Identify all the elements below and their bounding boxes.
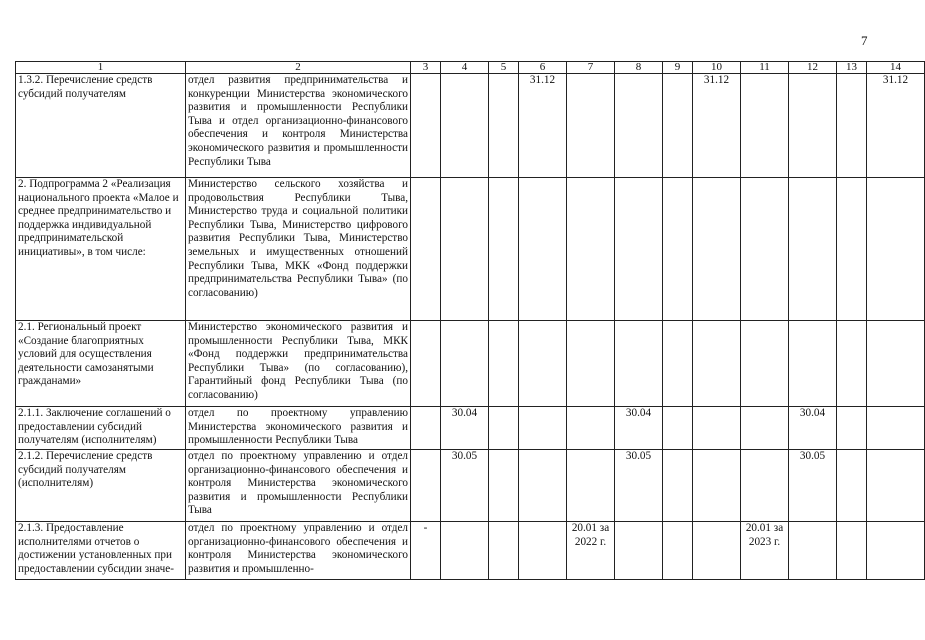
cell-value: 30.04: [789, 407, 837, 450]
column-header: 3: [411, 62, 441, 74]
cell-value: [663, 522, 693, 580]
cell-value: 31.12: [867, 74, 925, 178]
cell-value: [663, 321, 693, 407]
cell-value: 31.12: [693, 74, 741, 178]
column-header: 10: [693, 62, 741, 74]
column-header: 9: [663, 62, 693, 74]
cell-value: [567, 321, 615, 407]
cell-value: 31.12: [519, 74, 567, 178]
cell-value: [441, 178, 489, 321]
cell-value: [519, 178, 567, 321]
cell-value: [741, 178, 789, 321]
cell-value: 20.01 за 2023 г.: [741, 522, 789, 580]
executor: отдел развития предпринимательства и конкуренции Министерства экономического развития и промышленности Республики Тыва и отдел организационно-финансового обеспечения и контроля Министерства экономического развития и промышленности Республики Тыва: [186, 74, 411, 178]
cell-value: [663, 74, 693, 178]
cell-value: [411, 450, 441, 522]
executor: Министерство экономического развития и промышленности Республики Тыва, МКК «Фонд поддержки предпринимательства Республики Тыва» (по согласованию), Гарантийный фонд Республики Тыва (по согласованию): [186, 321, 411, 407]
cell-value: [837, 321, 867, 407]
cell-value: [663, 407, 693, 450]
cell-value: [519, 522, 567, 580]
cell-value: [441, 522, 489, 580]
cell-value: [693, 407, 741, 450]
cell-value: [693, 178, 741, 321]
column-header: 4: [441, 62, 489, 74]
cell-value: 30.04: [441, 407, 489, 450]
activity-name: 2.1.3. Предоставление исполнителями отчетов о достижении установленных при предоставлении субсидии значе-: [16, 522, 186, 580]
header-row: [16, 62, 925, 74]
table-row: [16, 450, 925, 522]
cell-value: [789, 74, 837, 178]
column-header: 12: [789, 62, 837, 74]
column-header: 11: [741, 62, 789, 74]
cell-value: [663, 178, 693, 321]
column-header: 13: [837, 62, 867, 74]
executor: Министерство сельского хозяйства и продовольствия Республики Тыва, Министерство труда и социальной политики Республики Тыва, Министерство цифрового развития Республики Тыва, Министерство земельных и имущественных отношений Республики Тыва, МКК «Фонд поддержки предпринимательства Республики Тыва» (по согласованию): [186, 178, 411, 321]
cell-value: [567, 450, 615, 522]
cell-value: [567, 74, 615, 178]
activity-name: 1.3.2. Перечисление средств субсидий получателям: [16, 74, 186, 178]
cell-value: 30.05: [441, 450, 489, 522]
cell-value: 30.04: [615, 407, 663, 450]
column-header: 8: [615, 62, 663, 74]
cell-value: [411, 74, 441, 178]
cell-value: [693, 321, 741, 407]
cell-value: [741, 321, 789, 407]
table-row: [16, 321, 925, 407]
cell-value: [837, 74, 867, 178]
cell-value: 30.05: [615, 450, 663, 522]
cell-value: [693, 450, 741, 522]
cell-value: [615, 178, 663, 321]
table-row: [16, 178, 925, 321]
table-row: [16, 74, 925, 178]
cell-value: [867, 522, 925, 580]
cell-value: [411, 178, 441, 321]
cell-value: [867, 321, 925, 407]
cell-value: [693, 522, 741, 580]
cell-value: 30.05: [789, 450, 837, 522]
cell-value: [867, 178, 925, 321]
table-row: [16, 407, 925, 450]
cell-value: [741, 74, 789, 178]
activity-name: 2.1. Региональный проект «Создание благоприятных условий для осуществления деятельности самозанятыми гражданами»: [16, 321, 186, 407]
cell-value: [663, 450, 693, 522]
cell-value: [867, 450, 925, 522]
column-header: 5: [489, 62, 519, 74]
cell-value: [411, 321, 441, 407]
cell-value: -: [411, 522, 441, 580]
cell-value: [567, 407, 615, 450]
activity-name: 2.1.1. Заключение соглашений о предоставлении субсидий получателям (исполнителям): [16, 407, 186, 450]
cell-value: [489, 321, 519, 407]
cell-value: [615, 321, 663, 407]
table-row: [16, 522, 925, 580]
activity-name: 2. Подпрограмма 2 «Реализация национального проекта «Малое и среднее предпринимательство и поддержка индивидуальной предпринимательской инициативы», в том числе:: [16, 178, 186, 321]
executor: отдел по проектному управлению и отдел организационно-финансового обеспечения и контроля Министерства экономического развития и промышленности Республики Тыва: [186, 450, 411, 522]
cell-value: [867, 407, 925, 450]
cell-value: [567, 178, 615, 321]
cell-value: [789, 522, 837, 580]
cell-value: [489, 407, 519, 450]
cell-value: 20.01 за 2022 г.: [567, 522, 615, 580]
executor: отдел по проектному управлению и отдел организационно-финансового обеспечения и контроля Министерства экономического развития и промышленно-: [186, 522, 411, 580]
page-number: 7: [861, 33, 868, 48]
cell-value: [837, 407, 867, 450]
cell-value: [411, 407, 441, 450]
cell-value: [615, 522, 663, 580]
cell-value: [837, 522, 867, 580]
cell-value: [741, 407, 789, 450]
column-header: 1: [16, 62, 186, 74]
cell-value: [489, 74, 519, 178]
cell-value: [489, 522, 519, 580]
cell-value: [615, 74, 663, 178]
cell-value: [519, 450, 567, 522]
cell-value: [489, 450, 519, 522]
executor: отдел по проектному управлению Министерства экономического развития и промышленности Республики Тыва: [186, 407, 411, 450]
cell-value: [441, 74, 489, 178]
cell-value: [441, 321, 489, 407]
cell-value: [837, 178, 867, 321]
action-plan-table: [15, 61, 925, 580]
activity-name: 2.1.2. Перечисление средств субсидий получателям (исполнителям): [16, 450, 186, 522]
cell-value: [489, 178, 519, 321]
cell-value: [519, 407, 567, 450]
cell-value: [789, 321, 837, 407]
column-header: 14: [867, 62, 925, 74]
column-header: 2: [186, 62, 411, 74]
column-header: 7: [567, 62, 615, 74]
cell-value: [519, 321, 567, 407]
cell-value: [837, 450, 867, 522]
cell-value: [741, 450, 789, 522]
cell-value: [789, 178, 837, 321]
column-header: 6: [519, 62, 567, 74]
